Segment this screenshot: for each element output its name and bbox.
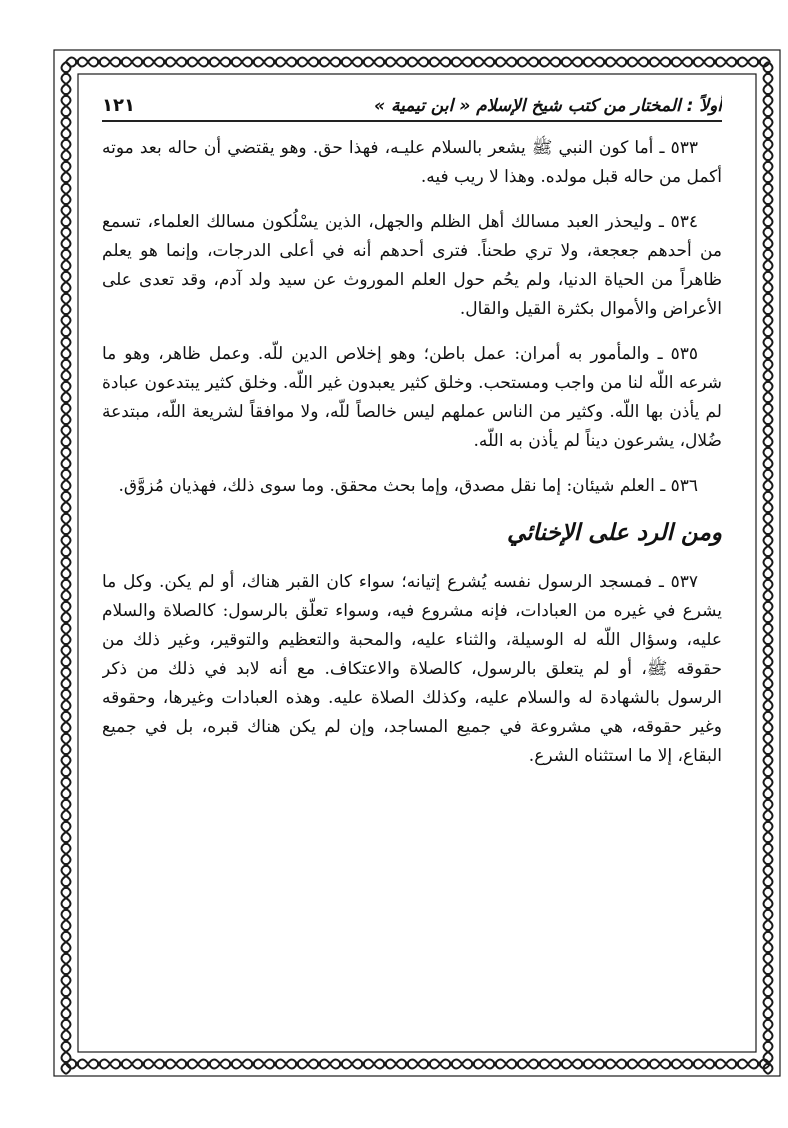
border-knot	[62, 964, 71, 986]
border-knot	[764, 656, 773, 678]
border-knot	[550, 1060, 572, 1069]
border-knot	[62, 788, 71, 810]
border-knot	[660, 1060, 682, 1069]
border-knot	[764, 238, 773, 260]
border-knot	[62, 810, 71, 832]
border-knot	[374, 58, 396, 67]
border-knot	[62, 392, 71, 414]
border-knot	[764, 348, 773, 370]
border-knot	[484, 1060, 506, 1069]
paragraph-537: ٥٣٧ ـ فمسجد الرسول نفسه يُشرع إتيانه؛ سواء كان القبر هناك، أو لم يكن. وكل ما يشرع في غيره من العبادات، فإنه مشروع فيه، وسواء تعلّق بالرسول: كالصلاة والسلام عليه، وسؤال اللّه له الوسيلة، والثناء عليه، والمحبة والتعظيم والتوقير، وغير ذلك من حقوقه ﷺ، أو لم يتعلق بالرسول، كالصلاة والاعتكاف. مع أنه لابد في ذلك من ذكر الرسول بالشهادة له والسلام عليه، وكذلك الصلاة عليه. وهذه العبادات وغيرها، وحقوقه وغير حقوقه، هي مشروعة في جميع المساجد، وإن لم يكن هناك قبره، بل في جميع البقاع، إلا ما استثناه الشرع.	[102, 572, 722, 766]
border-knot	[62, 832, 71, 854]
border-knot	[764, 700, 773, 722]
border-knot	[62, 722, 71, 744]
border-knot	[528, 1060, 550, 1069]
border-knot	[764, 722, 773, 744]
border-knot	[764, 392, 773, 414]
running-head	[102, 78, 722, 122]
border-knot	[62, 216, 71, 238]
paragraph-535: ٥٣٥ ـ والمأمور به أمران: عمل باطن؛ وهو إخلاص الدين للّه. وعمل ظاهر، وهو ما شرعه اللّه لنا من واجب ومستحب. وخلق كثير يعبدون غير اللّه. وخلق كثير يبتدعون عبادة لم يأذن بها اللّه. وكثير من الناس عملهم ليس خالصاً للّه، ولا موافقاً لشريعة اللّه، مبتدعة ضُلال، يشرعون ديناً لم يأذن به اللّه.	[102, 344, 722, 451]
border-knot	[330, 58, 352, 67]
border-knot	[62, 590, 71, 612]
border-knot	[62, 920, 71, 942]
border-knot	[764, 590, 773, 612]
border-knot	[220, 1060, 242, 1069]
border-knot	[62, 326, 71, 348]
border-knot	[62, 194, 71, 216]
border-knot	[572, 58, 594, 67]
border-knot	[62, 238, 71, 260]
border-knot	[132, 58, 154, 67]
border-knot	[528, 58, 550, 67]
border-knot	[418, 1060, 440, 1069]
border-knot	[220, 58, 242, 67]
border-knot	[396, 58, 418, 67]
border-knot	[62, 942, 71, 964]
border-knot	[616, 58, 638, 67]
border-knot	[308, 58, 330, 67]
border-knot	[764, 414, 773, 436]
border-knot	[726, 1060, 748, 1069]
border-knot	[176, 1060, 198, 1069]
border-knot	[764, 744, 773, 766]
border-knot	[62, 106, 71, 128]
border-knot	[726, 58, 748, 67]
border-knot	[764, 546, 773, 568]
running-title: أولاً : المختار من كتب شيخ الإسلام « ابن تيمية »	[374, 96, 722, 116]
border-knot	[682, 1060, 704, 1069]
border-knot	[682, 58, 704, 67]
border-knot	[764, 260, 773, 282]
border-knot	[62, 370, 71, 392]
border-knot	[484, 58, 506, 67]
border-knot	[704, 58, 726, 67]
border-knot	[764, 524, 773, 546]
border-knot	[764, 106, 773, 128]
border-knot	[764, 876, 773, 898]
paragraph-534: ٥٣٤ ـ وليحذر العبد مسالك أهل الظلم والجهل، الذين يسْلُكون مسالك العلماء، تسمع من أحدهم جعجعة، ولا تري طحناً. فترى أحدهم أنه في أعلى الدرجات، وإنما هو يعلم ظاهراً من الحياة الدنيا، ولم يحُم حول العلم الموروث عن سيد ولد آدم، وقد تعدى على الأعراض والأموال بكثرة القيل والقال.	[102, 212, 722, 319]
border-knot	[764, 678, 773, 700]
border-knot	[660, 58, 682, 67]
border-knot	[88, 58, 110, 67]
border-knot	[286, 58, 308, 67]
border-knot	[308, 1060, 330, 1069]
text-block	[102, 134, 722, 771]
border-knot	[764, 216, 773, 238]
border-knot	[62, 700, 71, 722]
border-knot	[764, 326, 773, 348]
border-knot	[62, 150, 71, 172]
border-knot	[62, 612, 71, 634]
border-knot	[764, 942, 773, 964]
border-knot	[764, 502, 773, 524]
border-knot	[764, 458, 773, 480]
border-knot	[62, 282, 71, 304]
border-knot	[62, 568, 71, 590]
border-knot	[616, 1060, 638, 1069]
border-knot	[154, 58, 176, 67]
border-knot	[62, 766, 71, 788]
border-knot	[764, 964, 773, 986]
border-knot	[764, 1052, 773, 1074]
border-knot	[198, 1060, 220, 1069]
border-knot	[764, 480, 773, 502]
border-knot	[62, 898, 71, 920]
border-knot	[462, 1060, 484, 1069]
border-knot	[62, 1030, 71, 1052]
border-knot	[764, 304, 773, 326]
border-knot	[352, 58, 374, 67]
page-content	[102, 78, 722, 1043]
border-knot	[62, 436, 71, 458]
border-knot	[764, 84, 773, 106]
border-knot	[242, 1060, 264, 1069]
border-knot	[62, 678, 71, 700]
border-knot	[764, 634, 773, 656]
border-knot	[594, 58, 616, 67]
border-knot	[62, 458, 71, 480]
border-knot	[62, 502, 71, 524]
border-knot	[704, 1060, 726, 1069]
border-knot	[764, 854, 773, 876]
border-knot	[110, 1060, 132, 1069]
border-knot	[764, 986, 773, 1008]
border-knot	[62, 876, 71, 898]
border-knot	[638, 58, 660, 67]
border-knot	[62, 524, 71, 546]
border-knot	[764, 766, 773, 788]
border-knot	[764, 788, 773, 810]
border-knot	[62, 546, 71, 568]
border-knot	[62, 480, 71, 502]
border-knot	[264, 58, 286, 67]
border-knot	[764, 370, 773, 392]
border-knot	[550, 58, 572, 67]
border-knot	[764, 172, 773, 194]
border-knot	[440, 1060, 462, 1069]
border-knot	[352, 1060, 374, 1069]
border-knot	[572, 1060, 594, 1069]
border-knot	[62, 172, 71, 194]
border-knot	[62, 1052, 71, 1074]
border-knot	[62, 62, 71, 84]
border-knot	[418, 58, 440, 67]
border-knot	[764, 898, 773, 920]
border-knot	[132, 1060, 154, 1069]
border-knot	[110, 58, 132, 67]
border-knot	[764, 128, 773, 150]
border-knot	[242, 58, 264, 67]
paragraph-536: ٥٣٦ ـ العلم شيئان: إما نقل مصدق، وإما بحث محقق. وما سوى ذلك، فهذيان مُزوَّق.	[118, 476, 698, 496]
border-knot	[62, 84, 71, 106]
border-knot	[62, 128, 71, 150]
border-knot	[396, 1060, 418, 1069]
border-knot	[62, 656, 71, 678]
page-number: ١٢١	[102, 95, 135, 116]
border-knot	[764, 810, 773, 832]
border-knot	[62, 1008, 71, 1030]
border-knot	[638, 1060, 660, 1069]
border-knot	[764, 832, 773, 854]
border-knot	[62, 986, 71, 1008]
border-knot	[764, 1030, 773, 1052]
border-knot	[62, 414, 71, 436]
border-knot	[62, 260, 71, 282]
border-knot	[506, 1060, 528, 1069]
border-knot	[62, 854, 71, 876]
border-knot	[62, 634, 71, 656]
border-knot	[330, 1060, 352, 1069]
border-knot	[506, 58, 528, 67]
border-knot	[764, 920, 773, 942]
border-knot	[764, 150, 773, 172]
border-knot	[62, 744, 71, 766]
border-knot	[88, 1060, 110, 1069]
border-knot	[154, 1060, 176, 1069]
border-knot	[764, 1008, 773, 1030]
section-heading: ومن الرد على الإخنائي	[506, 520, 722, 546]
border-knot	[764, 568, 773, 590]
border-knot	[440, 58, 462, 67]
border-knot	[286, 1060, 308, 1069]
border-knot	[62, 348, 71, 370]
border-knot	[374, 1060, 396, 1069]
border-knot	[764, 436, 773, 458]
border-knot	[764, 194, 773, 216]
border-knot	[264, 1060, 286, 1069]
border-knot	[176, 58, 198, 67]
border-knot	[62, 304, 71, 326]
paragraph-533: ٥٣٣ ـ أما كون النبي ﷺ يشعر بالسلام عليـه، فهذا حق. وهو يقتضي أن حاله بعد موته أكمل من حاله قبل مولده. وهذا لا ريب فيه.	[102, 138, 722, 187]
border-knot	[198, 58, 220, 67]
border-knot	[594, 1060, 616, 1069]
border-knot	[764, 282, 773, 304]
border-knot	[764, 612, 773, 634]
border-knot	[462, 58, 484, 67]
